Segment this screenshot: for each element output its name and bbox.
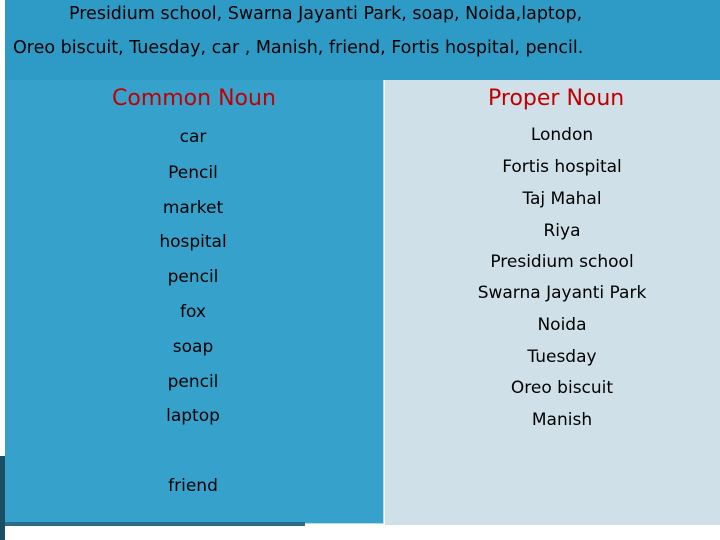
common-noun-item: fox	[180, 302, 206, 322]
banner-line-1: Presidium school, Swarna Jayanti Park, soap, Noida,laptop,	[69, 4, 583, 24]
common-noun-column	[5, 80, 384, 524]
proper-noun-item: Swarna Jayanti Park	[477, 283, 647, 303]
common-noun-item: Pencil	[168, 163, 218, 183]
common-noun-item: pencil	[167, 372, 219, 392]
proper-noun-column	[385, 80, 720, 525]
common-noun-item: car	[179, 127, 207, 147]
left-accent-bar	[0, 456, 5, 540]
common-noun-header: Common Noun	[112, 86, 276, 111]
proper-noun-item: Taj Mahal	[522, 189, 602, 209]
proper-noun-item: Presidium school	[490, 252, 634, 272]
proper-noun-item: Fortis hospital	[502, 157, 622, 177]
sentence-banner	[5, 0, 720, 80]
proper-noun-header: Proper Noun	[488, 86, 625, 111]
noun-table	[5, 80, 720, 525]
footer-strip	[0, 525, 720, 540]
proper-noun-item: Tuesday	[527, 347, 597, 367]
proper-noun-item: London	[530, 125, 594, 145]
proper-noun-item: Manish	[531, 410, 593, 430]
banner-line-2: Oreo biscuit, Tuesday, car , Manish, friend, Fortis hospital, pencil.	[13, 38, 584, 58]
common-noun-item: hospital	[159, 232, 227, 252]
common-noun-item: soap	[172, 337, 214, 357]
common-noun-item: friend	[168, 476, 218, 496]
bottom-accent-line	[5, 522, 305, 526]
common-noun-item: laptop	[166, 406, 220, 426]
proper-noun-item: Noida	[537, 315, 587, 335]
proper-noun-item: Riya	[543, 221, 581, 241]
common-noun-item: pencil	[167, 267, 219, 287]
common-noun-item: market	[162, 198, 224, 218]
proper-noun-item: Oreo biscuit	[510, 378, 614, 398]
